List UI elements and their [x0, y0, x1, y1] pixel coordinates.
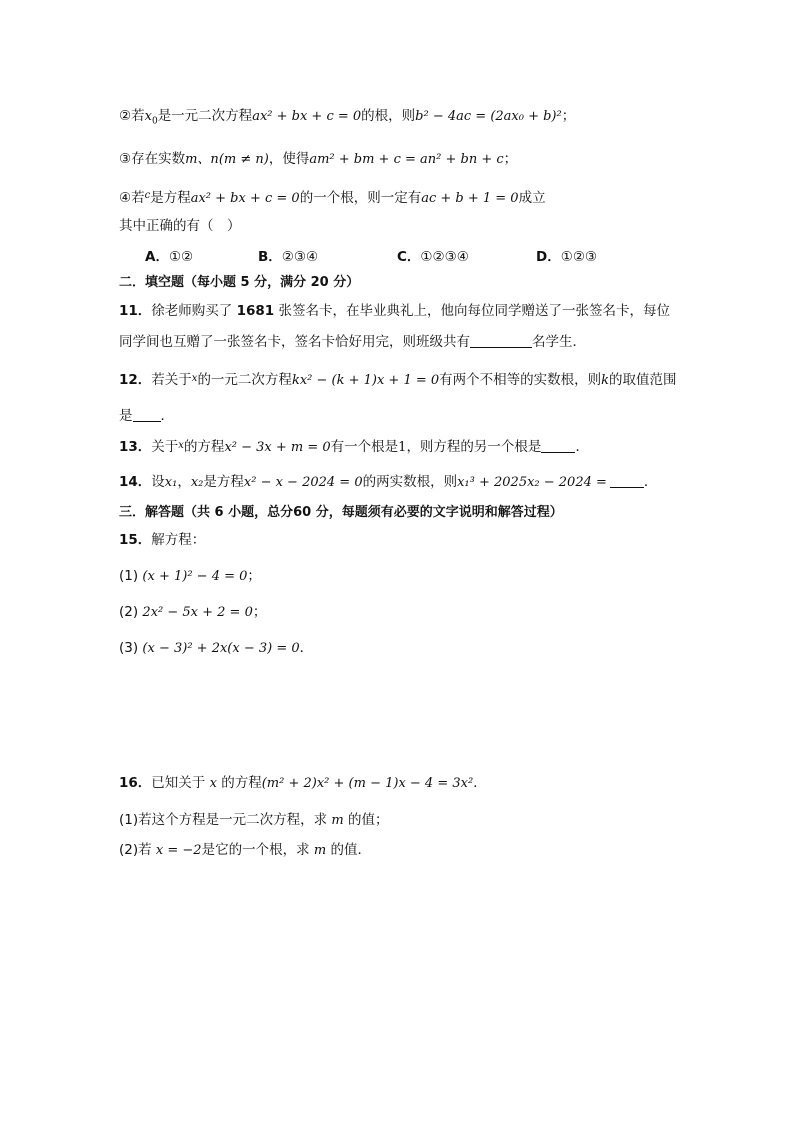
question-13: 13．关于$^x$的方程x² − 3x + m = 0有一个根是1，则方程的另一个根是 ．	[119, 439, 589, 455]
question-16-part1: (1)若这个方程是一元二次方程，求 m 的值；	[119, 812, 389, 828]
var-x0: $x_0$	[144, 109, 158, 127]
answer-blank[interactable]	[610, 473, 644, 488]
question-14: 14．设x₁，x₂是方程x² − x − 2024 = 0的两实数根，则x₁³ + 2025x₂ − 2024 = ．	[119, 474, 658, 490]
question-12-line2: 是 ．	[119, 408, 174, 424]
equation: ac + b + 1 = 0	[421, 191, 519, 206]
question-15-part1: (1) (x + 1)² − 4 = 0；	[119, 568, 261, 584]
equation: (x − 3)² + 2x(x − 3) = 0	[142, 641, 300, 656]
statement-3: ③存在实数m、n(m ≠ n)，使得am² + bm + c = an² + bn + c；	[119, 151, 518, 167]
question-12-line1: 12．若关于$^x$的一元二次方程kx² − (k + 1)x + 1 = 0有两个不相等的实数根，则k的取值范围	[119, 372, 677, 388]
question-16: 16．已知关于 x 的方程(m² + 2)x² + (m − 1)x − 4 = 3x²．	[119, 775, 487, 791]
equation: kx² − (k + 1)x + 1 = 0	[291, 373, 440, 388]
question-15-part2: (2) 2x² − 5x + 2 = 0；	[119, 604, 267, 620]
equation: 2x² − 5x + 2 = 0	[142, 605, 253, 620]
equation: am² + bm + c = an² + bn + c	[309, 152, 504, 167]
equation: x² − x − 2024 = 0	[243, 475, 363, 490]
option-c[interactable]: C．①②③④	[397, 249, 469, 265]
statement-4: ④若$^c$是方程ax² + bx + c = 0的一个根，则一定有ac + b + 1 = 0成立	[119, 190, 546, 206]
equation: (m² + 2)x² + (m − 1)x − 4 = 3x²	[261, 776, 474, 791]
option-d[interactable]: D．①②③	[536, 249, 598, 265]
equation: x₁³ + 2025x₂ − 2024 =	[457, 475, 607, 490]
equation: (x + 1)² − 4 = 0	[142, 569, 248, 584]
question-15-part3: (3) (x − 3)² + 2x(x − 3) = 0．	[119, 640, 314, 656]
question-11-line1: 11．徐老师购买了 1681 张签名卡，在毕业典礼上，他向每位同学赠送了一张签名卡，每位	[119, 303, 670, 319]
question-16-part2: (2)若 x = −2是它的一个根，求 m 的值．	[119, 842, 371, 858]
statement-2: ②若$x_0$是一元二次方程ax² + bx + c = 0的根，则b² − 4ac = (2ax₀ + b)²；	[119, 108, 576, 127]
equation: x² − 3x + m = 0	[224, 440, 331, 455]
equation: ax² + bx + c = 0	[252, 109, 362, 124]
question-prompt: 其中正确的有（ ）	[119, 218, 241, 234]
question-11-line2: 同学间也互赠了一张签名卡，签名卡恰好用完，则班级共有 名学生．	[119, 334, 586, 350]
section-heading-fill-blank: 二．填空题（每小题 5 分，满分 20 分）	[119, 275, 360, 290]
answer-blank[interactable]	[541, 438, 575, 453]
option-a[interactable]: A．①②	[145, 249, 194, 265]
equation: ax² + bx + c = 0	[190, 191, 300, 206]
equation: x = −2	[155, 843, 202, 858]
question-15-title: 15．解方程：	[119, 532, 206, 548]
option-b[interactable]: B．②③④	[258, 249, 319, 265]
answer-blank[interactable]	[470, 333, 532, 348]
answer-blank[interactable]	[133, 407, 161, 422]
equation: b² − 4ac = (2ax₀ + b)²	[415, 109, 562, 124]
section-heading-solve: 三．解答题（共 6 小题，总分60 分，每题须有必要的文字说明和解答过程）	[119, 505, 563, 520]
